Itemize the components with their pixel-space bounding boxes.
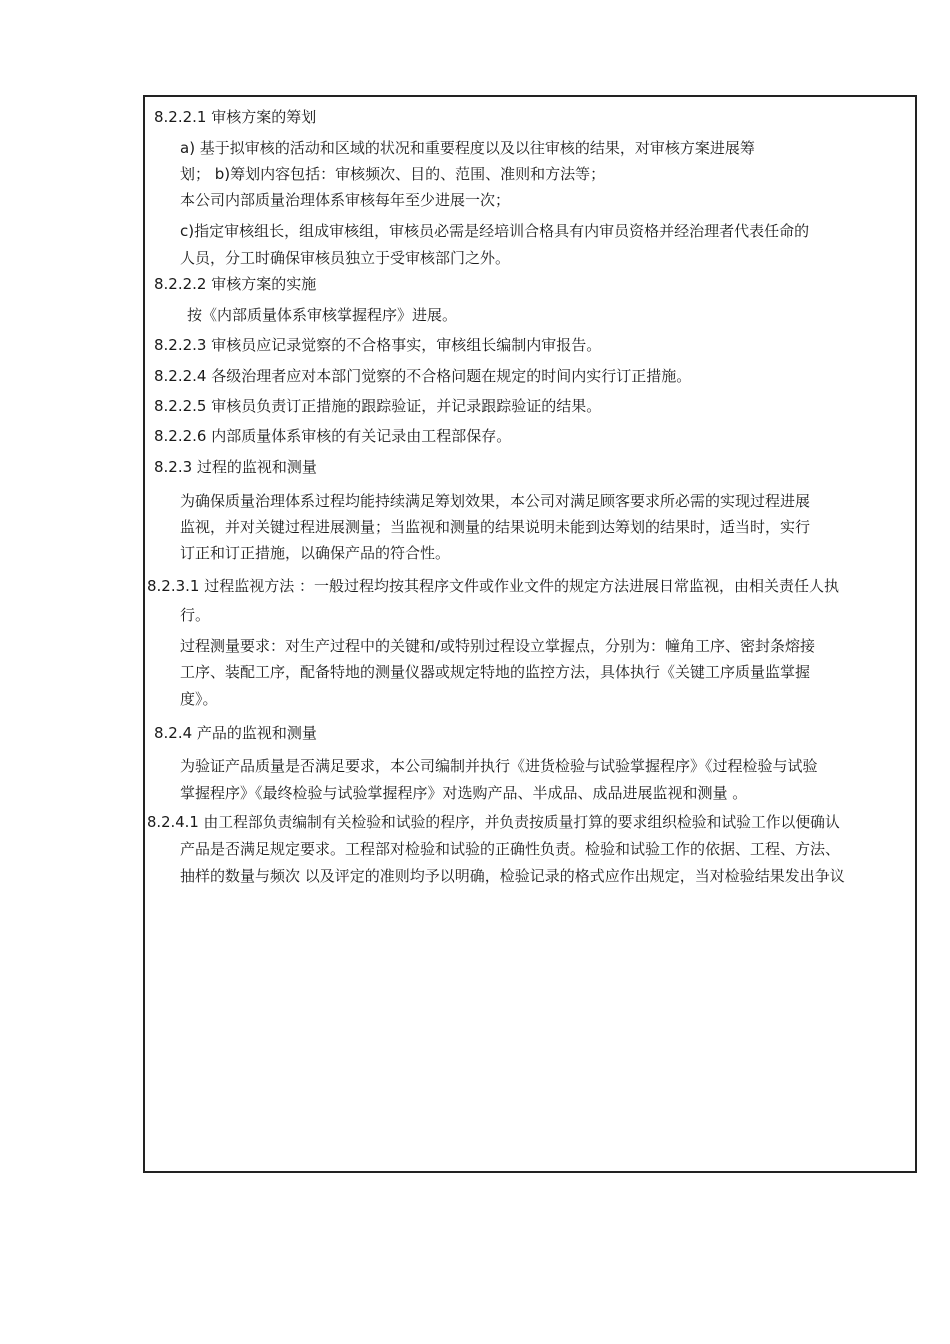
paragraph-line: 为验证产品质量是否满足要求，本公司编制并执行《进货检验与试验掌握程序》《过程检验与试验 [180,757,818,775]
paragraph-line: 抽样的数量与频次 以及评定的准则均予以明确，检验记录的格式应作出规定，当对检验结果发出争议 [180,867,845,885]
paragraph-line: 订正和订正措施，以确保产品的符合性。 [180,544,451,562]
heading-8-2-2-1: 8.2.2.1 审核方案的筹划 [154,108,317,126]
paragraph-line: c)指定审核组长，组成审核组，审核员必需是经培训合格具有内审员资格并经治理者代表任命的 [180,222,810,240]
paragraph-line: 监视，并对关键过程进展测量；当监视和测量的结果说明未能到达筹划的结果时，适当时，实行 [180,518,811,536]
clause-8-2-3-1: 8.2.3.1 过程监视方法 ：一般过程均按其程序文件或作业文件的规定方法进展日常监视，由相关责任人执 [147,577,840,595]
paragraph-line: 掌握程序》《最终检验与试验掌握程序》对选购产品、半成品、成品进展监视和测量 。 [180,784,748,802]
heading-8-2-4: 8.2.4 产品的监视和测量 [154,724,317,742]
heading-8-2-2-2: 8.2.2.2 审核方案的实施 [154,275,317,293]
paragraph-line: 产品是否满足规定要求。工程部对检验和试验的正确性负责。检验和试验工作的依据、工程、方法、 [180,840,841,858]
clause-8-2-2-6: 8.2.2.6 内部质量体系审核的有关记录由工程部保存。 [154,427,512,445]
paragraph-line: 人员，分工时确保审核员独立于受审核部门之外。 [180,249,511,267]
paragraph-line: 过程测量要求：对生产过程中的关键和/或特别过程设立掌握点，分别为：幢角工序、密封条熔接 [180,637,816,655]
paragraph-line: 本公司内部质量治理体系审核每年至少进展一次； [180,191,511,209]
paragraph-line: 行。 [180,606,211,624]
paragraph-line: a) 基于拟审核的活动和区域的状况和重要程度以及以往审核的结果，对审核方案进展筹 [180,139,755,157]
heading-8-2-3: 8.2.3 过程的监视和测量 [154,458,317,476]
clause-8-2-2-5: 8.2.2.5 审核员负责订正措施的跟踪验证，并记录跟踪验证的结果。 [154,397,602,415]
clause-8-2-2-3: 8.2.2.3 审核员应记录觉察的不合格事实，审核组长编制内审报告。 [154,336,602,354]
clause-8-2-2-4: 8.2.2.4 各级治理者应对本部门觉察的不合格问题在规定的时间内实行订正措施。 [154,367,692,385]
paragraph-line: 为确保质量治理体系过程均能持续满足筹划效果，本公司对满足顾客要求所必需的实现过程进展 [180,492,811,510]
paragraph-line: 划； b)筹划内容包括：审核频次、目的、范围、准则和方法等； [180,165,606,183]
paragraph-line: 按《内部质量体系审核掌握程序》进展。 [187,306,458,324]
paragraph-line: 度》。 [180,690,218,708]
paragraph-line: 工序、装配工序，配备特地的测量仪器或规定特地的监控方法，具体执行《关键工序质量监掌握 [180,663,811,681]
clause-8-2-4-1: 8.2.4.1 由工程部负责编制有关检验和试验的程序，并负责按质量打算的要求组织检验和试验工作以便确认 [147,814,840,831]
